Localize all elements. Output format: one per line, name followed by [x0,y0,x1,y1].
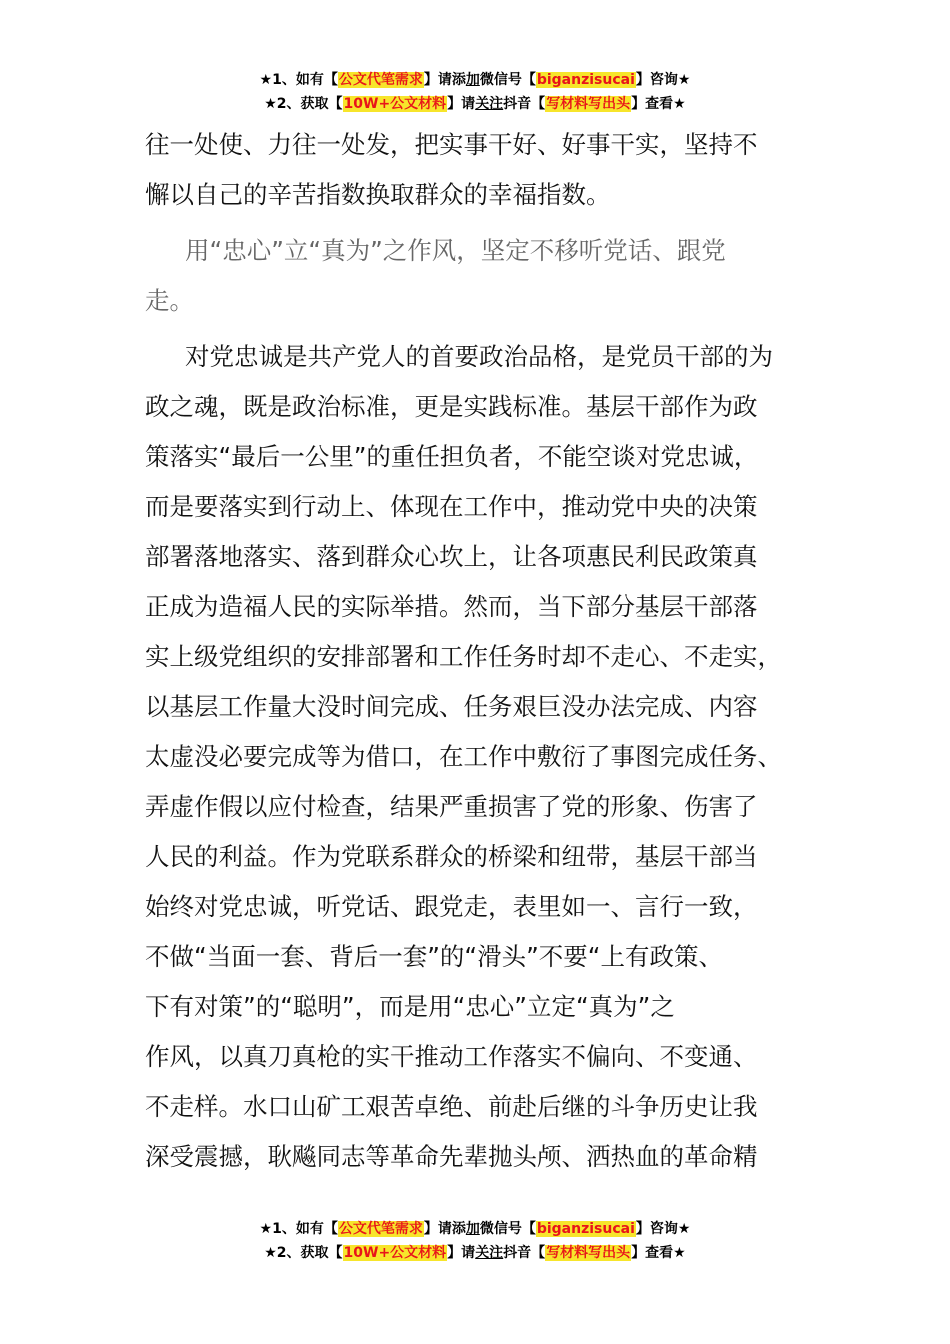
text-line: 太虚没必要完成等为借口，在工作中敷衍了事图完成任务、 [145,742,782,771]
promo-highlight-service: 公文代笔需求 [338,72,423,88]
promo-banner-top [0,68,950,116]
promo-highlight-service: 公文代笔需求 [338,1221,423,1237]
promo-text: 】请添 [423,1221,466,1237]
promo-text: 】请 [447,1245,476,1261]
text-line: 不走样。水口山矿工艰苦卓绝、前赴后继的斗争历史让我 [145,1092,758,1121]
promo-text: 微信号【 [479,1221,536,1237]
promo-text: ★1、如有【 [259,72,338,88]
promo-text: 抖音【 [503,1245,546,1261]
promo-underlined-text: 关注 [475,96,504,112]
continued-paragraph [145,120,805,220]
promo-highlight-wechat-id: biganzisucai [536,72,635,88]
text-line: 策落实“最后一公里”的重任担负者，不能空谈对党忠诚， [145,442,759,471]
promo-highlight-materials: 10W+公文材料 [343,96,447,112]
main-paragraph [145,332,805,1182]
promo-text: ★2、获取【 [264,1245,343,1261]
promo-line-1 [0,1217,950,1241]
text-line: 部署落地落实、落到群众心坎上，让各项惠民利民政策真 [145,542,758,571]
promo-line-2 [0,92,950,116]
text-line: 深受震撼，耿飚同志等革命先辈抛头颅、洒热血的革命精 [145,1142,758,1171]
promo-highlight-douyin-account: 写材料写出头 [546,96,631,112]
text-line: 始终对党忠诚，听党话、跟党走，表里如一、言行一致， [145,892,758,921]
heading-line: 用“忠心”立“真为”之作风，坚定不移听党话、跟党 [185,236,726,265]
promo-highlight-douyin-account: 写材料写出头 [546,1245,631,1261]
promo-text: 】咨询★ [635,1221,691,1237]
text-line: 弄虚作假以应付检查，结果严重损害了党的形象、伤害了 [145,792,758,821]
promo-line-1 [0,68,950,92]
text-line: 不做“当面一套、背后一套”的“滑头”不要“上有政策、 [145,942,723,971]
promo-line-2 [0,1241,950,1265]
promo-text: ★2、获取【 [264,96,343,112]
text-line: 以基层工作量大没时间完成、任务艰巨没办法完成、内容 [145,692,758,721]
promo-text: ★1、如有【 [259,1221,338,1237]
text-line: 人民的利益。作为党联系群众的桥梁和纽带，基层干部当 [145,842,758,871]
text-line: 而是要落实到行动上、体现在工作中，推动党中央的决策 [145,492,758,521]
text-line: 实上级党组织的安排部署和工作任务时却不走心、不走实， [145,642,782,671]
text-line: 政之魂，既是政治标准，更是实践标准。基层干部作为政 [145,392,758,421]
promo-text: 微信号【 [479,72,536,88]
text-line: 往一处使、力往一处发，把实事干好、好事干实，坚持不 [145,130,758,159]
promo-highlight-wechat-id: biganzisucai [536,1221,635,1237]
promo-text: 抖音【 [503,96,546,112]
text-line: 作风，以真刀真枪的实干推动工作落实不偏向、不变通、 [145,1042,758,1071]
section-heading [145,226,805,326]
text-line: 对党忠诚是共产党人的首要政治品格，是党员干部的为 [185,342,773,371]
promo-text: 】请 [447,96,476,112]
promo-banner-bottom [0,1217,950,1265]
promo-underlined-text: 加 [465,1221,480,1237]
promo-underlined-text: 加 [465,72,480,88]
promo-text: 】查看★ [631,1245,686,1261]
text-line: 正成为造福人民的实际举措。然而，当下部分基层干部落 [145,592,758,621]
promo-text: 】查看★ [631,96,686,112]
promo-text: 】请添 [423,72,466,88]
promo-underlined-text: 关注 [475,1245,504,1261]
text-line: 下有对策”的“聪明”，而是用“忠心”立定“真为”之 [145,992,675,1021]
promo-highlight-materials: 10W+公文材料 [343,1245,447,1261]
promo-text: 】咨询★ [635,72,691,88]
heading-line: 走。 [145,286,194,315]
text-line: 懈以自己的辛苦指数换取群众的幸福指数。 [145,180,611,209]
document-body [145,120,805,1182]
